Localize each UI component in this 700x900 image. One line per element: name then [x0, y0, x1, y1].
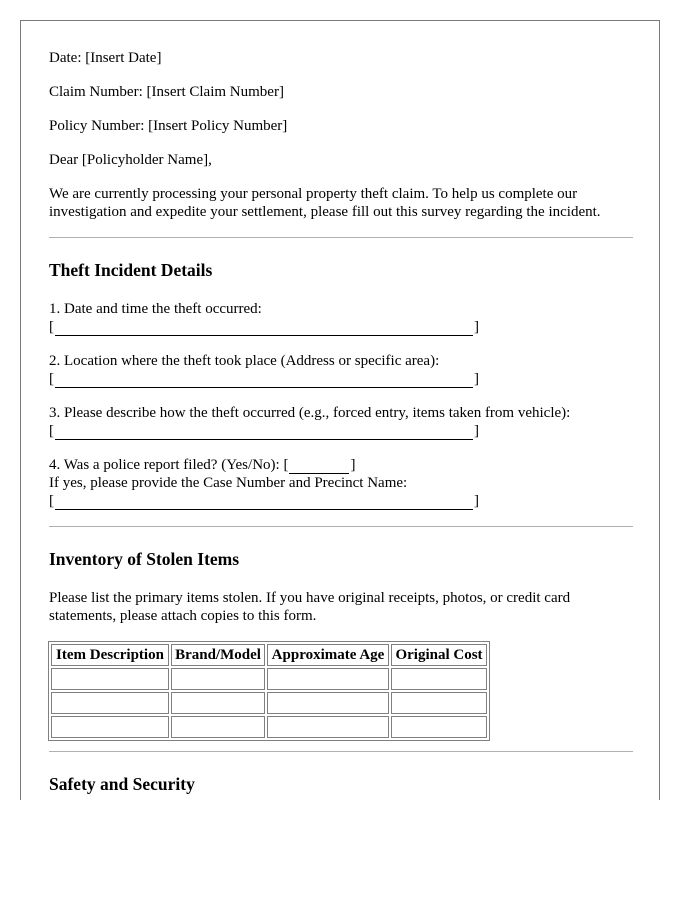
question-location — [49, 352, 633, 388]
claim-number-line: Claim Number: [Insert Claim Number] — [49, 84, 284, 100]
question-label: 1. Date and time the theft occurred: — [49, 301, 262, 317]
column-header: Approximate Age — [267, 644, 389, 666]
column-header: Original Cost — [391, 644, 487, 666]
question-label: 4. Was a police report filed? (Yes/No): — [49, 457, 280, 473]
intro-paragraph: We are currently processing your personal property theft claim. To help us complete our investigation and expedite your settlement, please fill out this survey regarding the incident. — [49, 186, 601, 220]
how-occurred-answer-field[interactable]: [ ] — [49, 423, 479, 439]
location-answer-field[interactable]: [ ] — [49, 371, 479, 387]
column-header: Brand/Model — [171, 644, 265, 666]
date-time-answer-field[interactable]: [ ] — [49, 319, 479, 335]
table-cell[interactable] — [171, 716, 265, 738]
table-cell[interactable] — [391, 668, 487, 690]
table-row — [51, 692, 487, 714]
question-label: 2. Location where the theft took place (Address or specific area): — [49, 353, 440, 369]
inventory-intro: Please list the primary items stolen. If you have original receipts, photos, or credit card statements, please attach copies to this form. — [49, 590, 571, 624]
question-date-time — [49, 300, 633, 336]
policy-number-line: Policy Number: [Insert Policy Number] — [49, 118, 288, 134]
date-line: Date: [Insert Date] — [49, 50, 162, 66]
section-divider — [49, 751, 633, 752]
table-cell[interactable] — [51, 692, 169, 714]
police-report-yes-no-field[interactable]: [ ] — [283, 457, 356, 473]
section-divider — [49, 237, 633, 238]
table-cell[interactable] — [267, 668, 389, 690]
table-row — [51, 668, 487, 690]
table-cell[interactable] — [391, 716, 487, 738]
table-cell[interactable] — [51, 716, 169, 738]
question-police-report — [49, 456, 633, 510]
form-content — [49, 49, 633, 800]
table-row — [51, 716, 487, 738]
salutation: Dear [Policyholder Name], — [49, 152, 212, 168]
claim-form-page — [20, 20, 660, 800]
safety-heading: Safety and Security — [49, 774, 195, 794]
table-cell[interactable] — [267, 716, 389, 738]
question-followup-label: If yes, please provide the Case Number and Precinct Name: — [49, 475, 408, 491]
case-number-answer-field[interactable]: [ ] — [49, 493, 479, 509]
question-how-occurred — [49, 404, 633, 440]
table-header-row — [51, 644, 487, 666]
column-header: Item Description — [51, 644, 169, 666]
inventory-heading: Inventory of Stolen Items — [49, 549, 240, 569]
incident-heading: Theft Incident Details — [49, 260, 213, 280]
table-cell[interactable] — [171, 692, 265, 714]
section-divider — [49, 526, 633, 527]
table-cell[interactable] — [267, 692, 389, 714]
table-cell[interactable] — [51, 668, 169, 690]
table-cell[interactable] — [391, 692, 487, 714]
table-cell[interactable] — [171, 668, 265, 690]
inventory-table — [48, 641, 490, 741]
question-label: 3. Please describe how the theft occurred (e.g., forced entry, items taken from vehicle): — [49, 405, 571, 421]
